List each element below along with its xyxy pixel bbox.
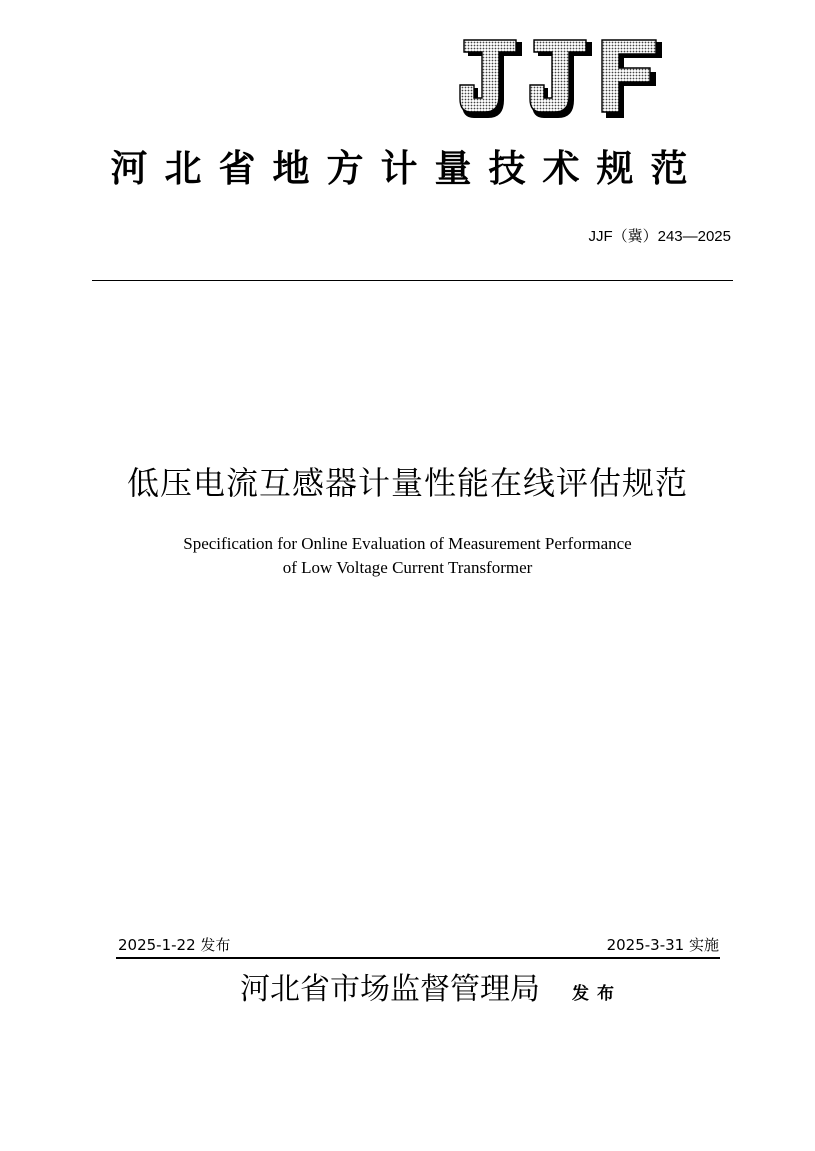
- jjf-logo: [458, 38, 663, 120]
- implementation-date: 2025-3-31 实施: [606, 936, 719, 954]
- header-divider: [92, 280, 733, 281]
- english-title-line-1: Specification for Online Evaluation of Measurement Performance: [183, 534, 632, 553]
- footer-divider: [116, 957, 720, 959]
- issue-date: 2025-1-22 发布: [118, 936, 231, 954]
- document-code: JJF（冀）243—2025: [588, 228, 731, 245]
- issuing-authority: 河北省市场监督管理局: [240, 972, 540, 1007]
- publish-label: 发布: [572, 984, 622, 1004]
- standard-series-title: 河北省地方计量技术规范: [110, 146, 705, 190]
- document-title-english: [0, 532, 815, 580]
- document-title-chinese: 低压电流互感器计量性能在线评估规范: [126, 464, 688, 502]
- english-title-line-2: of Low Voltage Current Transformer: [282, 558, 533, 577]
